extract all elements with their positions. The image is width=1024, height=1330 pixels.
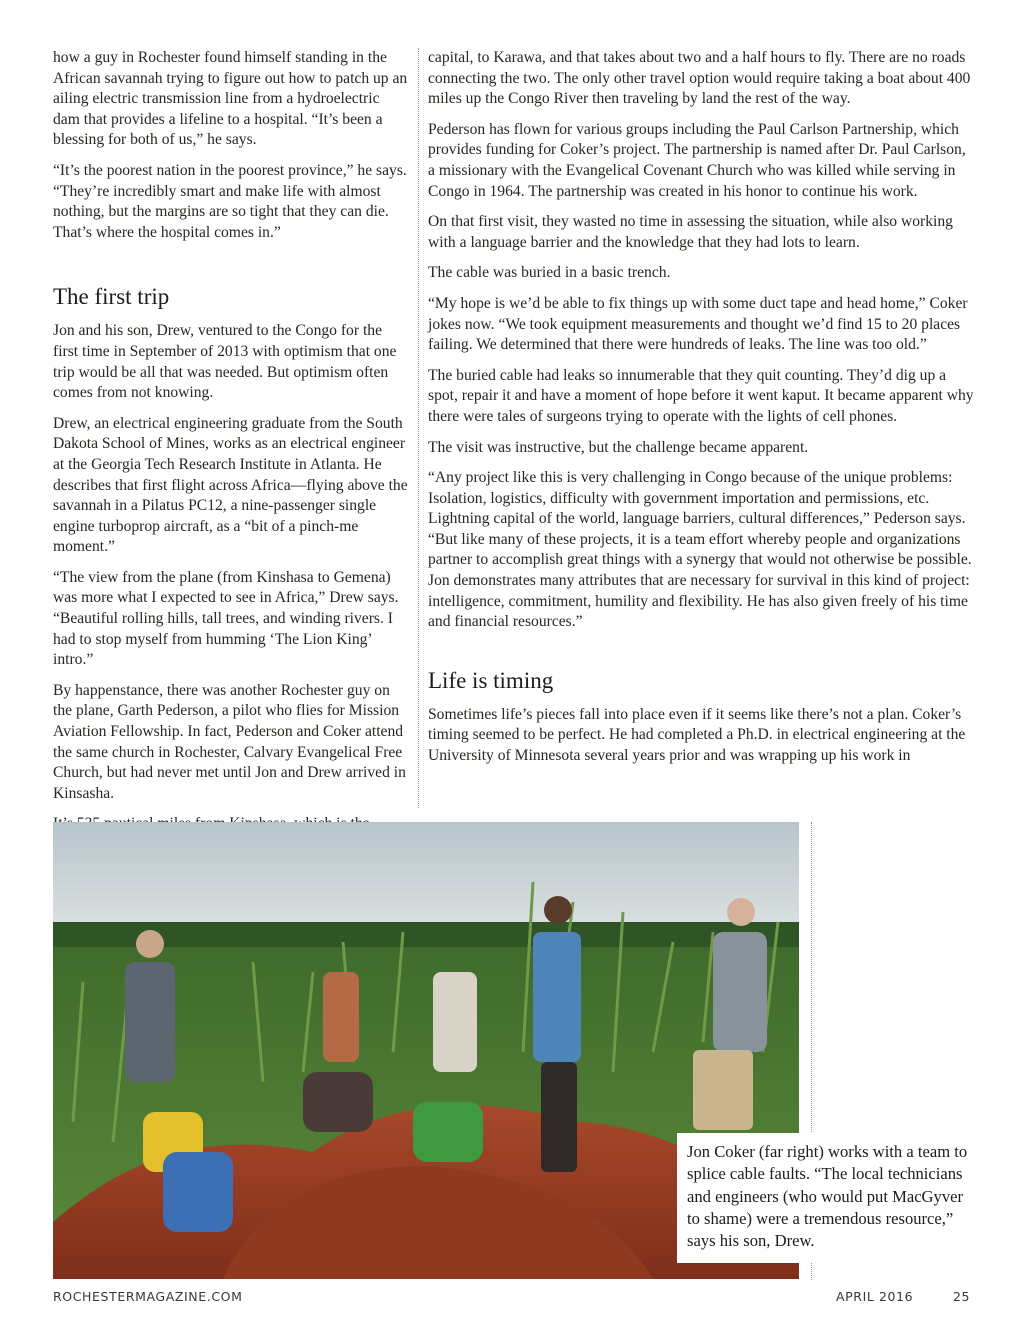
body-paragraph: The visit was instructive, but the challenge became apparent.	[428, 438, 809, 456]
body-paragraph: “My hope is we’d be able to fix things up with some duct tape and head home,” Coker jokes now. “We took equipment measurements and thought we’d find 15 to 20 places failing. We determined that there were hundreds of leaks. The line was too old.”	[428, 294, 968, 354]
right-column	[428, 48, 974, 777]
column-divider	[418, 48, 419, 808]
body-paragraph: “Any project like this is very challenging in Congo because of the unique problems: Isolation, logistics, difficulty with government importation and permissions, etc. Lightning capital of the world, language barriers, cultural differences,” Pederson says. “But like many of these projects, it is a team effort whereby people and organizations partner to accomplish great things with a synergy that would not otherwise be possible. Jon demonstrates many attributes that are necessary for survival in this kind of project: intelligence, commitment, humility and flexibility. He has also given freely of his time and financial resources.”	[428, 469, 972, 631]
photo-caption: Jon Coker (far right) works with a team to splice cable faults. “The local technicians and engineers (who would put MacGyver to shame) were a tremendous resource,” says his son, Drew.	[677, 1133, 989, 1263]
body-paragraph: Drew, an electrical engineering graduate from the South Dakota School of Mines, works as an electrical engineer at the Georgia Tech Research Institute in Atlanta. He describes that first flight across Africa—flying above the savannah in a Pilatus PC12, a nine-passenger single engine turboprop aircraft, as a “bit of a pinch-me moment.”	[53, 414, 408, 556]
footer-date: APRIL 2016	[836, 1289, 914, 1304]
body-paragraph: capital, to Karawa, and that takes about two and a half hours to fly. There are no roads connecting the two. The only other travel option would require taking a boat about 400 miles up the Congo River then traveling by land the rest of the way.	[428, 49, 971, 108]
page-number: 25	[953, 1289, 971, 1304]
body-paragraph: “The view from the plane (from Kinshasa to Gemena) was more what I expected to see in Africa,” Drew says. “Beautiful rolling hills, tall trees, and winding rivers. I had to stop myself from humming ‘The Lion King’ intro.”	[53, 568, 399, 669]
body-paragraph: The buried cable had leaks so innumerable that they quit counting. They’d dig up a spot, repair it and have a moment of hope before it went kaput. It became apparent why there were tales of surgeons trying to operate with the lights of cell phones.	[428, 366, 974, 425]
body-paragraph: The cable was buried in a basic trench.	[428, 264, 671, 282]
body-paragraph: Jon and his son, Drew, ventured to the Congo for the first time in September of 2013 with optimism that one trip would be all that was needed. But optimism often comes from not knowing.	[53, 322, 397, 402]
section-heading-first-trip: The first trip	[53, 284, 170, 310]
body-paragraph: “It’s the poorest nation in the poorest province,” he says. “They’re incredibly smart and make life with almost nothing, but the margins are so tight that they can die. That’s where the hospital comes in.”	[53, 161, 407, 241]
body-paragraph: Pederson has flown for various groups including the Paul Carlson Partnership, which provides funding for Coker’s project. The partnership is named after Dr. Paul Carlson, a missionary with the Evangelical Covenant Church who was killed while serving in Congo in 1964. The partnership was created in his honor to continue his work.	[428, 120, 966, 200]
section-heading-life-is-timing: Life is timing	[428, 667, 554, 693]
body-paragraph: By happenstance, there was another Rochester guy on the plane, Garth Pederson, a pilot who flies for Mission Aviation Fellowship. In fact, Pederson and Coker attend the same church in Rochester, Calvary Evangelical Free Church, but had never met until Jon and Drew arrived in Kinsasha.	[53, 681, 406, 802]
left-column	[53, 48, 408, 845]
body-paragraph: Sometimes life’s pieces fall into place even if it seems like there’s not a plan. Coker’s timing seemed to be perfect. He had completed a Ph.D. in electrical engineering at the University of Minnesota several years prior and was wrapping up his work in	[428, 705, 966, 765]
footer-site: ROCHESTERMAGAZINE.COM	[53, 1289, 243, 1304]
body-paragraph: On that first visit, they wasted no time in assessing the situation, while also working with a language barrier and the knowledge that they had lots to learn.	[428, 213, 953, 251]
body-paragraph: how a guy in Rochester found himself standing in the African savannah trying to figure out how to patch up an ailing electric transmission line from a hydroelectric dam that provides a lifeline to a hospital. “It’s been a blessing for both of us,” he says.	[53, 49, 408, 149]
